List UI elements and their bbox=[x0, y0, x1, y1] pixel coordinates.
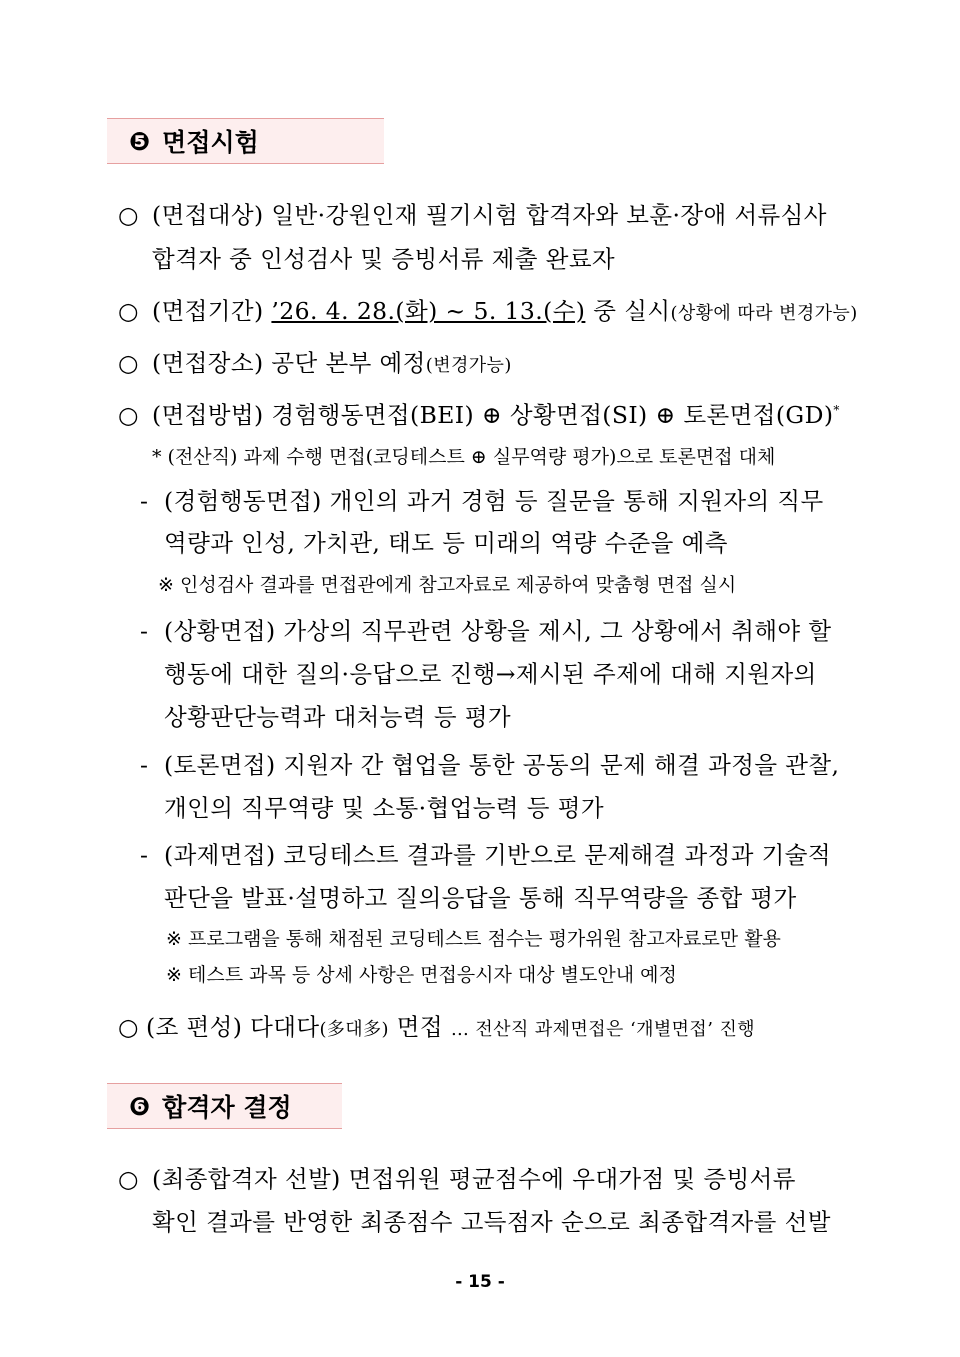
si-line2: 행동에 대한 질의·응답으로 진행→제시된 주제에 대해 지원자의 bbox=[164, 660, 817, 688]
circle-bullet-icon: ○ bbox=[118, 401, 139, 429]
si-line3: 상황판단능력과 대처능력 등 평가 bbox=[164, 703, 512, 731]
gd-line1: - (토론면접) 지원자 간 협업을 통한 공동의 문제 해결 과정을 관찰, bbox=[140, 751, 840, 779]
final-selection-line2: 확인 결과를 반영한 최종점수 고득점자 순으로 최종합격자를 선발 bbox=[152, 1208, 831, 1236]
circle-bullet-icon: ○ bbox=[118, 297, 139, 325]
section-header-interview bbox=[107, 118, 384, 164]
circle-bullet-icon: ○ bbox=[118, 1013, 139, 1041]
reference-mark-icon: ※ bbox=[158, 574, 174, 596]
task-note2: ※ 테스트 과목 등 상세 사항은 면접응시자 대상 별도안내 예정 bbox=[166, 964, 677, 986]
interview-target-line1: ○ (면접대상) 일반·강원인재 필기시험 합격자와 보훈·장애 서류심사 bbox=[118, 201, 827, 229]
task-line1: - (과제면접) 코딩테스트 결과를 기반으로 문제해결 과정과 기술적 bbox=[140, 841, 831, 869]
section-title: 면접시험 bbox=[162, 128, 259, 157]
interview-place: ○ (면접장소) 공단 본부 예정(변경가능) bbox=[118, 349, 512, 377]
bei-line2: 역량과 인성, 가치관, 태도 등 미래의 역량 수준을 예측 bbox=[164, 529, 728, 557]
bei-note: ※ 인성검사 결과를 면접관에게 참고자료로 제공하여 맞춤형 면접 실시 bbox=[158, 574, 737, 596]
section-header-pass-decision bbox=[107, 1083, 342, 1129]
section-number: ❺ bbox=[129, 126, 151, 156]
interview-period: ○ (면접기간) ’26. 4. 28.(화) ~ 5. 13.(수) 중 실시(상황에 따라 변경가능) bbox=[118, 297, 858, 325]
final-selection-line1: ○ (최종합격자 선발) 면접위원 평균점수에 우대가점 및 증빙서류 bbox=[118, 1165, 796, 1193]
task-line2: 판단을 발표·설명하고 질의응답을 통해 직무역량을 종합 평가 bbox=[164, 884, 797, 912]
section-number: ❻ bbox=[129, 1091, 151, 1121]
task-note1: ※ 프로그램을 통해 채점된 코딩테스트 점수는 평가위원 참고자료로만 활용 bbox=[166, 928, 781, 950]
si-line1: - (상황면접) 가상의 직무관련 상황을 제시, 그 상황에서 취해야 할 bbox=[140, 617, 832, 645]
interview-target-line2: 합격자 중 인성검사 및 증빙서류 제출 완료자 bbox=[152, 245, 616, 273]
circle-bullet-icon: ○ bbox=[118, 1165, 139, 1193]
method-footnote: * (전산직) 과제 수행 면접(코딩테스트 ⊕ 실무역량 평가)으로 토론면접 대체 bbox=[152, 446, 776, 468]
gd-line2: 개인의 직무역량 및 소통·협업능력 등 평가 bbox=[164, 794, 604, 822]
interview-method: ○ (면접방법) 경험행동면접(BEI) ⊕ 상황면접(SI) ⊕ 토론면접(GD)* bbox=[118, 401, 840, 429]
group-composition: ○ (조 편성) 다대다(多대多) 면접 … 전산직 과제면접은 ‘개별면접’ 진행 bbox=[118, 1013, 756, 1041]
page-number: - 15 - bbox=[455, 1272, 505, 1292]
interview-dates: ’26. 4. 28.(화) ~ 5. 13.(수) bbox=[271, 297, 586, 325]
circle-bullet-icon: ○ bbox=[118, 201, 139, 229]
section-title: 합격자 결정 bbox=[162, 1093, 292, 1122]
bei-line1: - (경험행동면접) 개인의 과거 경험 등 질문을 통해 지원자의 직무 bbox=[140, 487, 824, 515]
reference-mark-icon: ※ bbox=[166, 928, 182, 950]
circle-bullet-icon: ○ bbox=[118, 349, 139, 377]
reference-mark-icon: ※ bbox=[166, 964, 182, 986]
